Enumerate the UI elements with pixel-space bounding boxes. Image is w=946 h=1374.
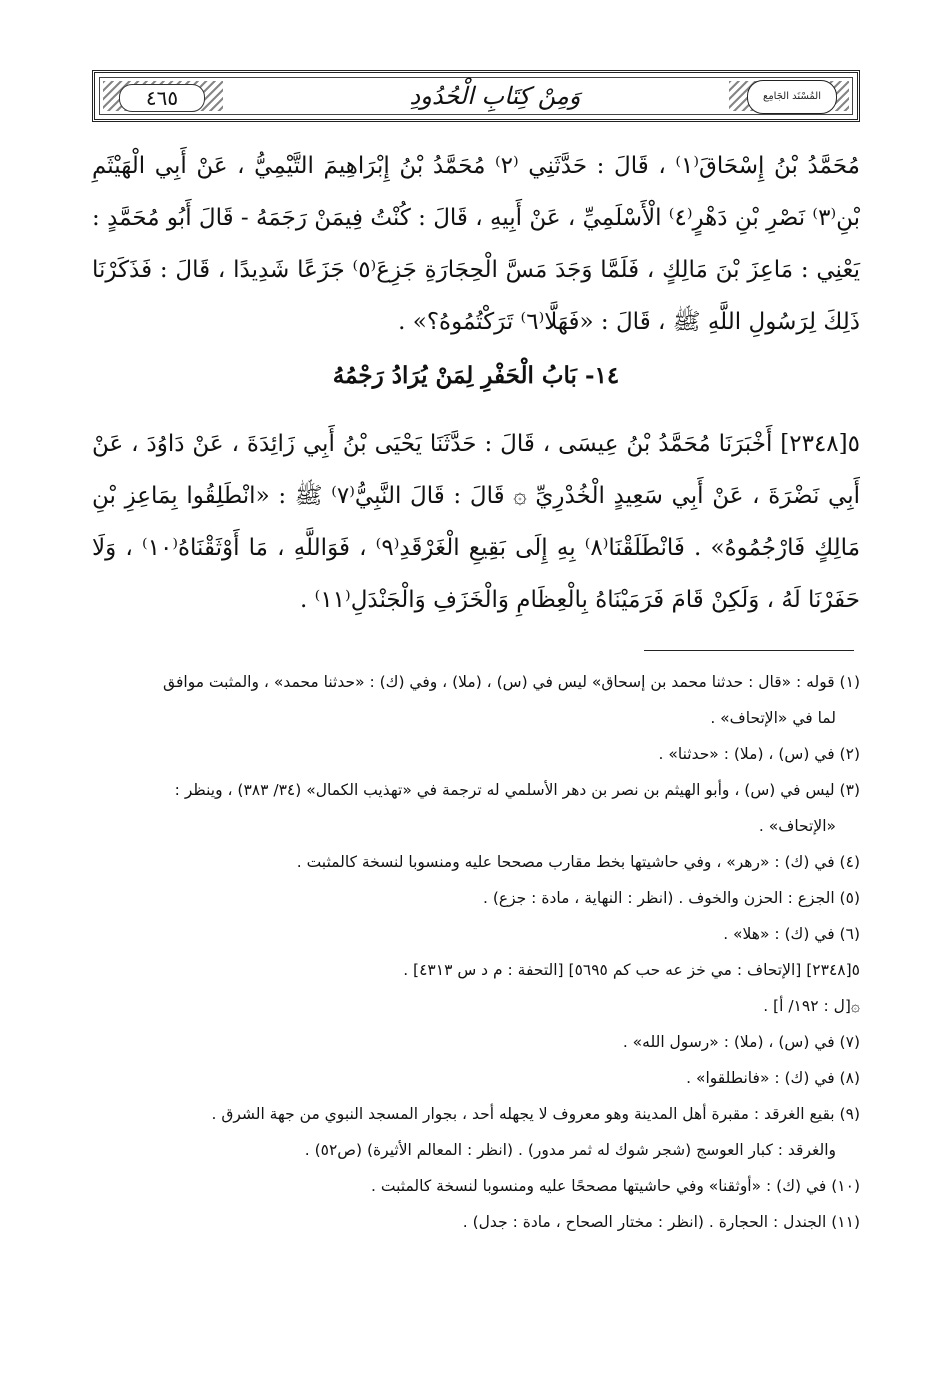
footnote-line: (٢) في (س) ، (ملا) : «حدثنا» .: [658, 745, 860, 763]
paragraph-text: مُحَمَّدُ بْنُ إِسْحَاقَ⁽١⁾ ، قَالَ : حَدَّثَنِي ⁽٢⁾ مُحَمَّدُ بْنُ إِبْرَاهِيمَ التَّيْمِيُّ ، عَنْ أَبِي الْهَيْثَمِ بْنِ⁽٣⁾ نَصْرِ بْنِ دَهْرٍ⁽٤⁾ الْأَسْلَمِيِّ ، عَنْ أَبِيهِ ، قَالَ : كُنْتُ فِيمَنْ رَجَمَهُ - قَالَ أَبُو مُحَمَّدٍ : يَعْنِي : مَاعِزَ بْنَ مَالِكٍ ، فَلَمَّا وَجَدَ مَسَّ الْحِجَارَةِ جَزِعَ⁽٥⁾ جَزَعًا شَدِيدًا ، قَالَ : فَذَكَرْنَا ذَلِكَ لِرَسُولِ اللَّهِ ﷺ ، قَالَ : «فَهَلَّا⁽٦⁾ تَرَكْتُمُوهُ؟» .: [92, 153, 861, 335]
page-number: ٤٦٥: [119, 84, 205, 112]
footnote-line: (١) قوله : «قال : حدثنا محمد بن إسحاق» ليس في (س) ، (ملا) ، وفي (ك) : «حدثنا محمد» ، والمثبت موافق: [163, 673, 860, 691]
footnote-line: ٥[٢٣٤٨] [الإتحاف : مي خز عه حب كم ٥٦٩٥] [التحفة : م د س ٤٣١٣] .: [403, 961, 860, 979]
footnote-line: «الإتحاف» .: [758, 817, 836, 835]
running-title: وَمِنْ كِتَابِ الْحُدُودِ: [345, 80, 645, 112]
footnotes: [92, 664, 860, 1240]
page-header: [92, 70, 860, 122]
footnote-line: ۞[ل : ١٩٢/ أ] .: [763, 997, 860, 1015]
footnote-line: (١٠) في (ك) : «أوثقنا» وفي حاشيتها مصححًا عليه ومنسوبا لنسخة كالمثبت .: [371, 1177, 860, 1195]
footnote-line: (٧) في (س) ، (ملا) : «رسول الله» .: [622, 1033, 860, 1051]
footnote-line: (٣) ليس في (س) ، وأبو الهيثم بن نصر بن دهر الأسلمي له ترجمة في «تهذيب الكمال» (٣٤/ ٣٨٣) ، وينظر :: [174, 781, 860, 799]
footnote-line: والغرقد : كبار العوسج (شجر شوك له ثمر مدور) . (انظر : المعالم الأثيرة) (ص٥٢) .: [304, 1141, 836, 1159]
paragraph-hadith-2348: [92, 418, 860, 626]
footnote-line: (١١) الجندل : الحجارة . (انظر : مختار الصحاح ، مادة : جدل) .: [462, 1213, 860, 1231]
paragraph-hadith-continuation: [92, 140, 860, 348]
paragraph-text: ٥[٢٣٤٨] أَخْبَرَنَا مُحَمَّدُ بْنُ عِيسَى ، قَالَ : حَدَّثَنَا يَحْيَى بْنُ أَبِي زَائِدَةَ ، عَنْ دَاوُدَ ، عَنْ أَبِي نَضْرَةَ ، عَنْ أَبِي سَعِيدٍ الْخُدْرِيِّ ۞ قَالَ : قَالَ النَّبِيُّ⁽٧⁾ ﷺ : «انْطَلِقُوا بِمَاعِزِ بْنِ مَالِكٍ فَارْجُمُوهُ» . فَانْطَلَقْنَا⁽٨⁾ بِهِ إِلَى بَقِيعِ الْغَرْقَدِ⁽٩⁾ ، فَوَاللَّهِ ، مَا أَوْثَقْنَاهُ⁽١٠⁾ ، وَلَا حَفَرْنَا لَهُ ، وَلَكِنْ قَامَ فَرَمَيْنَاهُ بِالْعِظَامِ وَالْخَزَفِ وَالْجَنْدَلِ⁽١١⁾ .: [92, 431, 861, 613]
footnote-line: (٤) في (ك) : «رهر» ، وفي حاشيتها بخط مقارب مصححا عليه ومنسوبا لنسخة كالمثبت .: [296, 853, 860, 871]
chapter-title: ١٤- بَابُ الْحَفْرِ لِمَنْ يُرَادُ رَجْمُهُ: [332, 362, 620, 389]
footnote-line: (٦) في (ك) : «هلا» .: [723, 925, 860, 943]
footnote-line: (٩) بقيع الغرقد : مقبرة أهل المدينة وهو معروف لا يجهله أحد ، بجوار المسجد النبوي من جهة الشرق .: [211, 1105, 860, 1123]
footnote-line: (٨) في (ك) : «فانطلقوا» .: [686, 1069, 860, 1087]
footnote-line: (٥) الجزع : الحزن والخوف . (انظر : النهاية ، مادة : جزع) .: [482, 889, 860, 907]
publisher-logo: المُسْنَد الجَامِع: [747, 80, 837, 114]
footnote-separator: [644, 650, 854, 651]
footnote-line: لما في «الإتحاف» .: [710, 709, 836, 727]
